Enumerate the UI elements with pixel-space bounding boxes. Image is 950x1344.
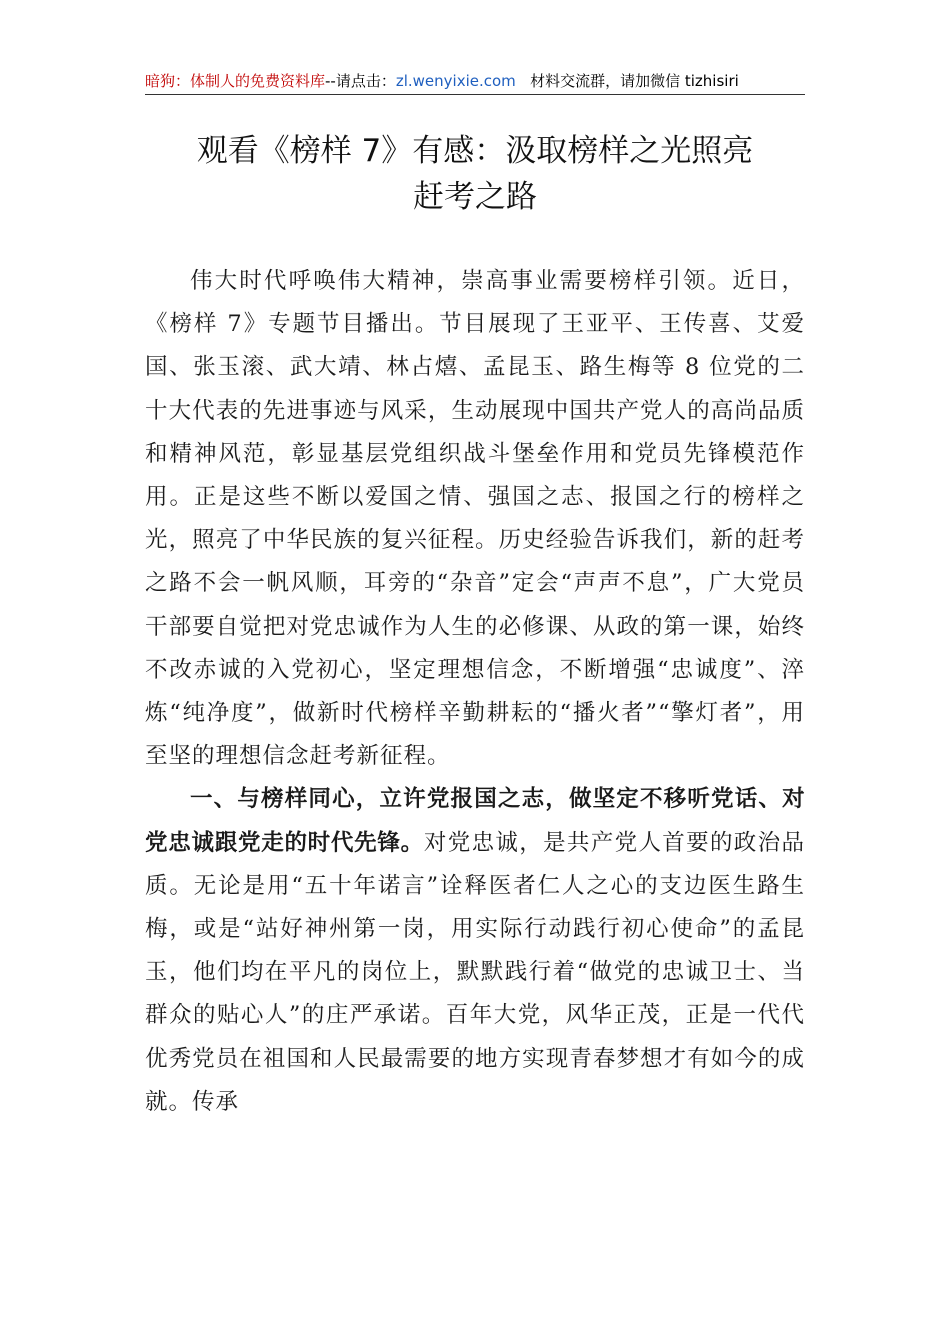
paragraph-intro: 伟大时代呼唤伟大精神，崇高事业需要榜样引领。近日，《榜样 7》专题节目播出。节目展现了王亚平、王传喜、艾爱国、张玉滚、武大靖、林占熺、孟昆玉、路生梅等 8 位党的二十大代表的先进事迹与风采，生动展现中国共产党人的高尚品质和精神风范，彰显基层党组织战斗堡垒作用和党员先锋模范作用。正是这些不断以爱国之情、强国之志、报国之行的榜样之光，照亮了中华民族的复兴征程。历史经验告诉我们，新的赶考之路不会一帆风顺，耳旁的“杂音”定会“声声不息”，广大党员干部要自觉把对党忠诚作为人生的必修课、从政的第一课，始终不改赤诚的入党初心，坚定理想信念，不断增强“忠诚度”、淬炼“纯净度”，做新时代榜样辛勤耕耘的“播火者”“擎灯者”，用至坚的理想信念赶考新征程。: [145, 268, 805, 770]
header-url-link[interactable]: zl.wenyixie.com: [395, 72, 516, 90]
section-1-text: 对党忠诚，是共产党人首要的政治品质。无论是用“五十年诺言”诠释医者仁人之心的支边医生路生梅，或是“站好神州第一岗，用实际行动践行初心使命”的孟昆玉，他们均在平凡的岗位上，默默践行着“做党的忠诚卫士、当群众的贴心人”的庄严承诺。百年大党，风华正茂，正是一代代优秀党员在祖国和人民最需要的地方实现青春梦想才有如今的成就。传承: [145, 829, 805, 1115]
document-body: [145, 260, 805, 1124]
title-line-2: 赶考之路: [413, 179, 537, 215]
paragraph-section-1: [145, 778, 805, 1124]
header-prompt: --请点击：: [325, 72, 396, 90]
header-contact: 材料交流群，请加微信 tizhisiri: [530, 72, 739, 90]
title-line-1: 观看《榜样 7》有感：汲取榜样之光照亮: [196, 133, 754, 169]
document-title: [100, 128, 850, 220]
page-header: [145, 70, 805, 95]
header-brand: 暗狗：体制人的免费资料库: [145, 72, 326, 90]
section-1-heading: 一、与榜样同心，立许党报国之志，做坚定不移听党话、对党忠诚跟党走的时代先锋。: [145, 786, 805, 856]
